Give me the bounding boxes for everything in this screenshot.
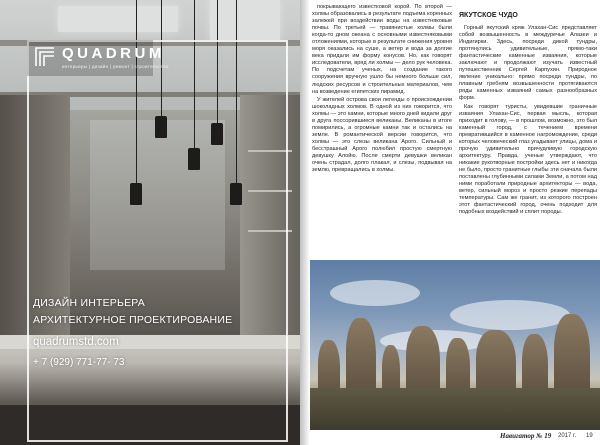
ad-frame xyxy=(27,40,288,442)
page-footer xyxy=(310,430,600,445)
paragraph: Как говорят туристы, увидевшие граничные изваяния Улахан-Сис, первая мысль, которая приходит в голову, — в прошлом, возможно, это был каменный город, с течением времени превратившийся в каменное нагромождение, среди которых человеческий глаз угадывает улицы, дома и прочую удивительно причудливую городскую архитектуру. Правда, ученые утверждают, что никакие рукотворные постройки здесь нет и никогда не было, просто гранитные глыбы эти сначала были поставлены глубинными силами Земли, а потом над ними поработали природные архитекторы — вода, ветер, сильный мороз и просто резкие перепады температуры. Сам же гранит, из которого построен этот фантастический город, очень подходит для подобных воздействий и сплит породы. xyxy=(459,103,597,216)
ad-title-line1: ДИЗАЙН ИНТЕРЬЕРА xyxy=(33,297,145,309)
rock-formations-photo xyxy=(310,260,600,430)
paragraph: У жителей острова свои легенды о происхождении шоколадных холмов. В одной из них говорится, что холмы — это камни, которые много дней кидали друг в друга поссорившиеся великаны. Великаны в итоге помирились, а огромные камни так и остались на земле. В романтической версии говорится, что холмы — это слезы великана Арого. Сильный и бесстрашный Арого полюбил простую смертную девушку Алойю. После смерти девушки великан очень страдал, долго плакал, и слезы, подвывая на землю, превращались в холмы. xyxy=(312,96,452,174)
brand-name: QUADRUM xyxy=(62,45,165,62)
tundra-ground xyxy=(310,388,600,430)
article-column-2 xyxy=(459,25,597,216)
ad-phone-number: + 7 (929) 771-77- 73 xyxy=(33,357,125,368)
ad-title-line2: АРХИТЕКТУРНОЕ ПРОЕКТИРОВАНИЕ xyxy=(33,314,233,326)
ad-website-link[interactable]: quadrumstd.com xyxy=(33,336,119,348)
page-spine xyxy=(300,0,310,445)
paragraph: Горный якутский кряж Улахан-Сис представляет собой возвышенность в междуречье Алазеи и Индигирки. Здесь, посреди дикой тундры, протянулись удивительные, прямо-таки фантастические каменные изваяния, которые заключают и продолжают изучать известный путешественник Сергей Карпухин. Природное явление уникально: прямо посреди тундры, по плавным гребням возвышенности протягиваются ряды каменных изваяний самых разнообразных форм. xyxy=(459,25,597,102)
magazine-name: Навигатор № 19 xyxy=(500,432,552,440)
brand-tagline: интерьеры | дизайн | ремонт | строительство xyxy=(62,64,169,69)
cloud xyxy=(450,300,570,330)
paragraph: покрывающего известковой корой. По второй — холмы образовались в результате подъема коренных залежей при воздействии воды на известняковые почвы. По третьей — травянистые холмы были когда-то дном океана с основными известняковыми отложениями, которые в результате снижения уровня моря оказались на суше, а ветер и вода за долгие века придали им форму конусов. Но, как говорят исследователи, вряд ли холмы — дело рук человека. По подсчетам ученых, на создание такого сооружения вручную ушло бы немного больше сил, людских ресурсов и строительных материалов, чем на возведение египетских пирамид. xyxy=(312,4,452,95)
article-column-1 xyxy=(312,4,452,174)
cloud xyxy=(330,280,420,306)
quadrum-logo-icon xyxy=(34,46,56,68)
page-number: 19 xyxy=(586,433,593,439)
issue-year: 2017 г. xyxy=(558,433,577,439)
section-heading: ЯКУТСКОЕ ЧУДО xyxy=(459,12,518,19)
